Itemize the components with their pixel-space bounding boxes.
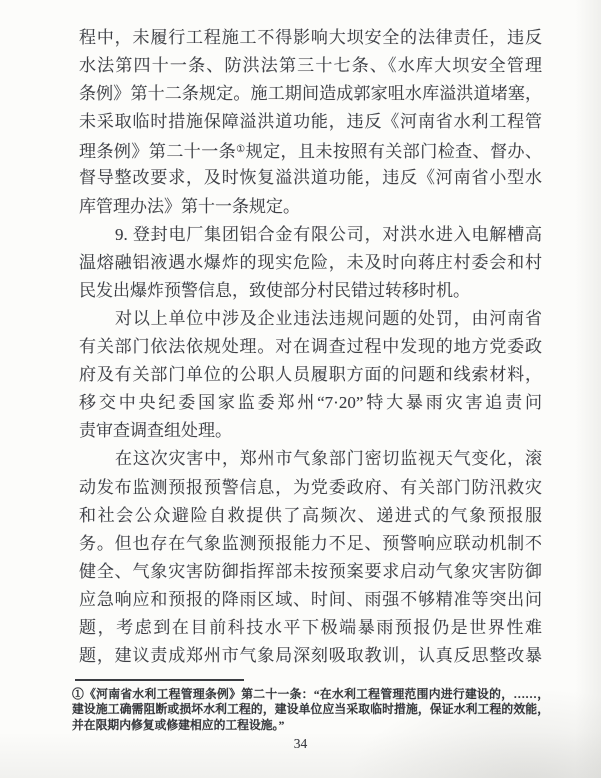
body-line: 督导整改要求，及时恢复溢洪道功能，违反《河南省小型水 xyxy=(79,168,542,188)
body-line: 务。但也存在气象监测预报能力不足、预警响应联动机制不 xyxy=(79,533,542,553)
body-line: 未采取临时措施保障溢洪道功能，违反《河南省水利工程管 xyxy=(79,112,542,132)
body-line: 有关部门依法依规处理。对在调查过程中发现的地方党委政 xyxy=(79,337,542,357)
body-line: 水法第四十一条、防洪法第三十七条、《水库大坝安全管理 xyxy=(79,56,542,76)
body-line: 题，考虑到在目前科技水平下极端暴雨预报仍是世界性难 xyxy=(79,617,542,637)
body-line: 题，建议责成郑州市气象局深刻吸取教训，认真反思整改暴 xyxy=(79,646,542,666)
footnote-line: 建设施工确需阻断或损坏水利工程的，建设单位应当采取临时措施，保证水利工程的效能， xyxy=(72,702,549,717)
body-line: 温熔融铝液遇水爆炸的现实危险，未及时向蒋庄村委会和村 xyxy=(79,252,542,272)
body-text-block xyxy=(79,24,542,670)
body-line: 条例》第十二条规定。施工期间造成郭家咀水库溢洪道堵塞， xyxy=(79,84,542,104)
body-line: 对以上单位中涉及企业违法违规问题的处罚，由河南省 xyxy=(115,308,542,328)
footnote-line: ①《河南省水利工程管理条例》第二十一条：“在水利工程管理范围内进行建设的，……， xyxy=(72,687,549,701)
footnote-block xyxy=(72,687,549,733)
body-line: 库管理办法》第十一条规定。 xyxy=(79,196,300,216)
body-line-text: 理条例》第二十一条 xyxy=(79,142,237,162)
body-line: 健全、气象灾害防御指挥部未按预案要求启动气象灾害防御 xyxy=(79,561,542,581)
body-line xyxy=(79,136,542,164)
body-line: 责审查调查组处理。 xyxy=(79,421,232,441)
page-number: 34 xyxy=(293,736,308,751)
body-line-text: 规定，且未按照有关部门检查、督办、 xyxy=(245,142,543,162)
body-line: 移交中央纪委国家监委郑州“7·20”特大暴雨灾害追责问 xyxy=(79,393,542,413)
body-line: 在这次灾害中，郑州市气象部门密切监视天气变化，滚 xyxy=(115,449,542,469)
footnote-ref-mark: ① xyxy=(236,144,246,156)
body-line: 9. 登封电厂集团铝合金有限公司，对洪水进入电解槽高 xyxy=(115,224,542,244)
body-line: 府及有关部门单位的公职人员履职方面的问题和线索材料， xyxy=(79,365,542,385)
body-line: 应急响应和预报的降雨区域、时间、雨强不够精准等突出问 xyxy=(79,589,542,609)
body-line: 和社会公众避险自救提供了高频次、递进式的气象预报服 xyxy=(79,505,542,525)
body-line: 程中，未履行工程施工不得影响大坝安全的法律责任，违反 xyxy=(79,28,542,47)
footnote-separator xyxy=(75,679,244,681)
body-line: 民发出爆炸预警信息，致使部分村民错过转移时机。 xyxy=(79,280,470,300)
body-line: 动发布监测预报预警信息，为党委政府、有关部门防汛救灾 xyxy=(79,477,542,497)
footnote-line: 并在限期内修复或修建相应的工程设施。” xyxy=(72,717,285,732)
